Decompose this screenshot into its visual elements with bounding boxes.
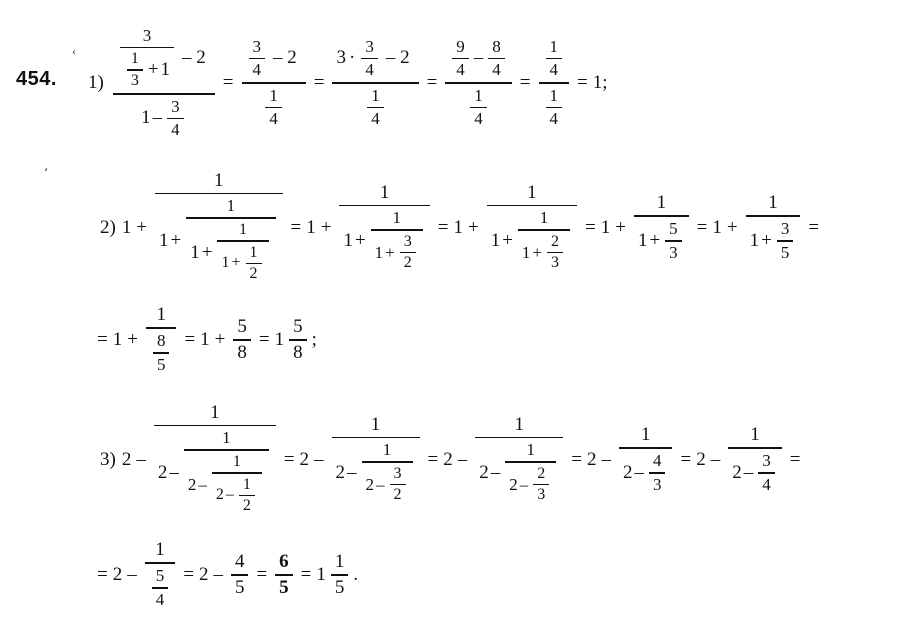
operand: 1	[343, 229, 353, 251]
denominator-value	[487, 206, 577, 275]
expr-1-complex-fraction	[113, 24, 215, 142]
plus-sign: +	[127, 329, 138, 350]
denominator-value: 4	[365, 60, 374, 80]
inner-fraction	[400, 232, 416, 274]
operand: 2	[112, 564, 123, 585]
denominator-value	[212, 474, 262, 518]
equals-sign: =	[427, 449, 439, 470]
denominator-value	[155, 194, 282, 287]
expr-e-fraction	[728, 423, 782, 496]
expr-4-complex-fraction	[445, 35, 512, 132]
expr-3-denominator	[360, 84, 391, 132]
operand: 2	[696, 449, 706, 470]
operand: 2	[365, 474, 375, 494]
inner-fraction	[505, 439, 556, 506]
numerator-value: 8	[156, 331, 166, 350]
operand: 1	[159, 229, 169, 251]
equals-sign: =	[696, 217, 708, 238]
operand: 1	[121, 217, 132, 238]
equals-sign: =	[290, 217, 302, 238]
operand: 2	[215, 486, 224, 504]
numerator-value: 3	[365, 36, 374, 56]
item-3-line-2	[92, 540, 358, 610]
item-2-line-2	[92, 305, 317, 375]
semicolon: ;	[311, 329, 317, 350]
expr-4-denominator	[463, 84, 494, 132]
inner-fraction	[239, 475, 255, 517]
numerator-value: 1	[232, 453, 241, 470]
minus-two: – 2	[385, 47, 410, 69]
equals-sign-2: =	[313, 72, 325, 93]
numerator-value: 1	[242, 475, 251, 493]
operand: 2	[198, 564, 209, 585]
inner-fraction	[120, 25, 174, 92]
inner-fraction	[153, 330, 170, 376]
numerator-value: 1	[379, 181, 390, 203]
numerator-value: 1	[156, 304, 166, 326]
numerator-value: 3	[780, 219, 790, 238]
numerator-value: 1	[155, 539, 165, 561]
minus-sign: –	[347, 461, 357, 483]
denominator-value: 4	[269, 109, 278, 129]
denominator-value: 4	[155, 589, 165, 609]
equals-sign-trailing: =	[789, 449, 801, 470]
denominator-value: 4	[171, 120, 180, 140]
numerator-value: 2	[551, 232, 560, 250]
equals-sign-3: =	[426, 72, 438, 93]
numerator-value: 5	[669, 219, 678, 238]
whole-part: 1	[316, 564, 326, 585]
expr-2-complex-fraction	[242, 35, 306, 132]
denominator-value: 8	[293, 341, 303, 363]
numerator-value: 1	[514, 413, 525, 435]
stray-mark: ‹	[72, 44, 76, 58]
denominator-value: 2	[393, 486, 402, 504]
inner-fraction	[361, 36, 378, 82]
denominator-value	[120, 48, 174, 92]
item-1-result: 1;	[592, 72, 608, 93]
expr-b-continued-fraction	[339, 181, 429, 276]
plus-sign: +	[354, 229, 366, 251]
plus-sign: +	[467, 217, 479, 238]
plus-sign: +	[136, 217, 148, 238]
operand: 1	[637, 229, 648, 251]
numerator-value: 5	[155, 566, 165, 585]
denominator-value	[154, 426, 276, 519]
plus-sign: +	[214, 329, 226, 350]
minus-two: – 2	[182, 47, 206, 69]
plus-sign: +	[385, 242, 395, 262]
minus-sign: –	[136, 449, 146, 470]
denominator-value: 4	[762, 474, 771, 494]
inner-fraction	[217, 220, 268, 285]
numerator-value: 3	[393, 464, 402, 482]
operand: 2	[121, 449, 132, 470]
numerator-value: 8	[492, 36, 501, 56]
expr-b-continued-fraction	[332, 413, 420, 508]
expr-1-numerator	[113, 24, 215, 93]
numerator-value: 3	[252, 36, 262, 56]
plus-sign: +	[649, 229, 661, 251]
numerator-value: 3	[762, 451, 771, 470]
numerator-value: 1	[392, 208, 401, 228]
expr-2-numerator	[242, 35, 306, 83]
operand: 1	[160, 59, 171, 81]
minus-sign: –	[490, 461, 501, 483]
operand: 1	[749, 229, 760, 251]
plus-sign: +	[502, 229, 513, 251]
denominator-value: 2	[249, 265, 258, 283]
numerator-value: 4	[234, 551, 245, 573]
denominator-value	[634, 217, 689, 265]
numerator-value: 1	[382, 440, 392, 460]
inner-fraction	[518, 207, 570, 274]
denominator-value	[475, 438, 563, 507]
mixed-number-result	[316, 550, 351, 600]
denominator-value	[332, 438, 420, 507]
denominator-value	[518, 231, 570, 275]
equals-sign: =	[222, 72, 234, 93]
inner-fraction	[367, 85, 384, 131]
plus-sign: +	[726, 217, 738, 238]
denominator-value	[217, 242, 268, 286]
inner-fraction	[246, 243, 262, 285]
numerator-value: 4	[652, 451, 662, 470]
denominator-value: 3	[551, 254, 560, 272]
inner-fraction	[488, 36, 505, 82]
expr-c-continued-fraction	[475, 413, 563, 508]
denominator-value	[728, 449, 782, 497]
equals-sign-4: =	[519, 72, 531, 93]
expr-3-complex-fraction	[332, 35, 418, 132]
denominator-value: 4	[371, 109, 380, 129]
fraction-part	[289, 315, 307, 365]
operand: 1	[712, 217, 722, 238]
operand: 1	[306, 217, 316, 238]
operand: 2	[299, 449, 310, 470]
denominator-value: 3	[130, 72, 139, 89]
numerator-value: 5	[237, 316, 247, 338]
numerator-value: 1	[269, 85, 278, 105]
inner-fraction	[649, 450, 666, 496]
minus-sign: –	[198, 474, 207, 494]
expr-a-continued-fraction	[155, 169, 282, 287]
numerator-value: 5	[293, 316, 303, 338]
expr-d-fraction	[619, 423, 673, 496]
expr-fraction	[233, 315, 251, 365]
denominator-value	[362, 463, 413, 507]
minus-sign: –	[634, 461, 644, 483]
denominator-value: 3	[652, 474, 662, 494]
denominator-value: 2	[242, 497, 251, 515]
item-3-label: 3)	[100, 449, 116, 470]
numerator-value: 3	[403, 232, 412, 250]
operand: 2	[187, 474, 197, 494]
numerator-value: 1	[214, 169, 224, 191]
numerator-value: 1	[474, 85, 483, 105]
inner-fraction	[184, 427, 269, 518]
operand: 3	[336, 47, 346, 69]
equals-sign: =	[680, 449, 692, 470]
item-2-label: 2)	[100, 217, 116, 238]
denominator-value: 5	[279, 577, 289, 599]
equals-sign: =	[97, 329, 108, 350]
inner-fraction	[167, 96, 184, 142]
operand: 1	[490, 229, 501, 251]
inner-fraction	[212, 452, 262, 517]
stray-mark: ،	[44, 160, 48, 174]
numerator-value: 3	[171, 96, 180, 116]
numerator-value: 9	[456, 36, 465, 56]
minus-sign: –	[127, 564, 137, 585]
denominator-value: 4	[456, 60, 465, 80]
period: .	[353, 564, 359, 585]
minus-sign: –	[314, 449, 324, 470]
numerator-value: 1	[539, 208, 549, 228]
expr-5-complex-fraction	[539, 35, 570, 132]
expr-fraction	[231, 550, 249, 600]
expr-c-continued-fraction	[487, 181, 577, 276]
operand: 2	[443, 449, 453, 470]
minus-sign: –	[601, 449, 611, 470]
inner-fraction	[546, 85, 563, 131]
numerator-value: 1	[750, 424, 760, 446]
numerator-value: 1	[768, 192, 778, 214]
equals-sign: =	[184, 329, 196, 350]
operand: 2	[335, 461, 346, 483]
numerator-value: 1	[226, 196, 236, 216]
plus-sign: +	[170, 229, 182, 251]
multiplication-dot: ·	[348, 47, 356, 69]
inner-fraction	[390, 464, 406, 506]
equals-sign-5: =	[577, 72, 588, 93]
operand: 2	[509, 474, 518, 494]
minus-sign: –	[225, 486, 234, 504]
numerator-value: 1	[130, 50, 139, 68]
equals-sign: =	[258, 329, 270, 350]
denominator-value	[146, 329, 177, 377]
item-2-line-1	[100, 168, 824, 288]
minus-sign: –	[152, 107, 163, 129]
inner-fraction	[265, 85, 282, 131]
equals-sign: =	[585, 217, 596, 238]
denominator-value: 4	[549, 109, 558, 129]
numerator-value: 1	[640, 424, 651, 446]
operand: 2	[157, 461, 168, 483]
denominator-value	[505, 463, 556, 507]
item-1-label: 1)	[88, 72, 104, 93]
numerator-value: 6	[279, 550, 289, 572]
minus-sign: –	[743, 461, 754, 483]
expr-stacked-fraction	[146, 303, 177, 376]
equals-sign: =	[437, 217, 449, 238]
minus-sign: –	[519, 474, 529, 494]
numerator-value: 1	[222, 428, 231, 448]
numerator-value: 1	[239, 221, 247, 238]
expr-d-fraction	[634, 191, 689, 264]
problem-number: 454.	[16, 68, 57, 90]
item-3-line-1	[100, 400, 805, 520]
minus-sign: –	[169, 461, 179, 483]
minus-two: – 2	[273, 47, 297, 69]
inner-fraction	[547, 232, 563, 274]
numerator-value: 3	[142, 25, 152, 45]
plus-sign: +	[231, 254, 241, 272]
inner-fraction	[533, 464, 549, 506]
inner-fraction	[371, 207, 423, 274]
inner-fraction	[362, 439, 413, 506]
mixed-number-result	[275, 315, 310, 365]
denominator-value: 4	[474, 109, 483, 129]
equals-sign-trailing: =	[808, 217, 820, 238]
denominator-value: 8	[237, 341, 247, 363]
denominator-value: 3	[669, 242, 678, 262]
denominator-value: 5	[780, 242, 790, 262]
equals-sign: =	[97, 564, 108, 585]
plus-sign: +	[532, 242, 543, 262]
denominator-value: 2	[403, 254, 412, 272]
improper-fraction-result	[275, 550, 293, 600]
plus-sign: +	[147, 59, 159, 81]
equals-sign: =	[183, 564, 194, 585]
inner-inner-fraction	[127, 49, 143, 91]
expr-stacked-fraction	[145, 538, 176, 611]
expr-e-fraction	[746, 191, 801, 264]
inner-fraction	[186, 195, 275, 286]
minus-sign: –	[376, 474, 385, 494]
numerator-value: 1	[549, 36, 558, 56]
plus-sign: +	[320, 217, 332, 238]
denominator-value: 5	[334, 576, 345, 598]
numerator-value: 1	[526, 440, 536, 460]
expr-1-denominator	[137, 95, 191, 143]
operand: 2	[586, 449, 597, 470]
operand: 1	[221, 254, 230, 272]
fraction-part	[331, 550, 349, 600]
numerator-value: 1	[656, 192, 667, 214]
expr-2-denominator	[258, 84, 289, 132]
inner-fraction	[249, 36, 266, 82]
denominator-value: 5	[156, 354, 166, 374]
operand: 2	[479, 461, 489, 483]
item-1-line	[88, 18, 608, 148]
denominator-value: 5	[234, 576, 245, 598]
operand: 2	[622, 461, 633, 483]
denominator-value	[619, 449, 673, 497]
plus-sign: +	[201, 241, 213, 263]
denominator-value	[746, 217, 801, 265]
plus-sign: +	[761, 229, 772, 251]
denominator-value	[339, 206, 429, 275]
expr-4-numerator	[445, 35, 512, 83]
inner-fraction	[546, 36, 563, 82]
inner-fraction	[777, 218, 794, 264]
numerator-value: 2	[537, 464, 546, 482]
minus-sign: –	[457, 449, 468, 470]
expr-5-denominator	[539, 84, 570, 132]
numerator-value: 1	[371, 85, 380, 105]
numerator-value: 1	[210, 401, 220, 423]
equals-sign: =	[300, 564, 312, 585]
numerator-value: 1	[249, 243, 258, 261]
minus-sign: –	[213, 564, 223, 585]
minus-sign: –	[710, 449, 721, 470]
denominator-value	[184, 451, 269, 518]
denominator-value	[145, 564, 176, 612]
operand: 1	[190, 241, 200, 263]
inner-fraction	[152, 565, 169, 611]
equals-sign: =	[571, 449, 582, 470]
operand: 1	[374, 242, 384, 262]
operand: 1	[453, 217, 463, 238]
inner-fraction	[665, 218, 682, 264]
numerator-value: 1	[370, 413, 381, 435]
inner-fraction	[470, 85, 487, 131]
numerator-value: 1	[334, 551, 345, 573]
inner-fraction	[452, 36, 469, 82]
numerator-value: 1	[527, 181, 537, 203]
minus-sign: –	[473, 47, 484, 69]
numerator-value: 1	[549, 85, 558, 105]
denominator-value: 4	[549, 60, 558, 80]
operand: 1	[141, 107, 151, 129]
denominator-value: 3	[537, 486, 546, 504]
denominator-value: 4	[492, 60, 501, 80]
denominator-value	[186, 219, 275, 286]
expr-5-numerator	[539, 35, 570, 83]
operand: 2	[732, 461, 742, 483]
operand: 1	[200, 329, 210, 350]
equals-sign: =	[256, 564, 268, 585]
operand: 1	[112, 329, 123, 350]
whole-part: 1	[274, 329, 285, 350]
inner-fraction	[758, 450, 775, 496]
expr-3-numerator	[332, 35, 418, 83]
denominator-value	[371, 231, 423, 275]
plus-sign: +	[615, 217, 626, 238]
expr-a-continued-fraction	[154, 401, 276, 519]
denominator-value: 4	[252, 60, 262, 80]
operand: 1	[600, 217, 611, 238]
equals-sign: =	[283, 449, 295, 470]
operand: 1	[521, 242, 531, 262]
